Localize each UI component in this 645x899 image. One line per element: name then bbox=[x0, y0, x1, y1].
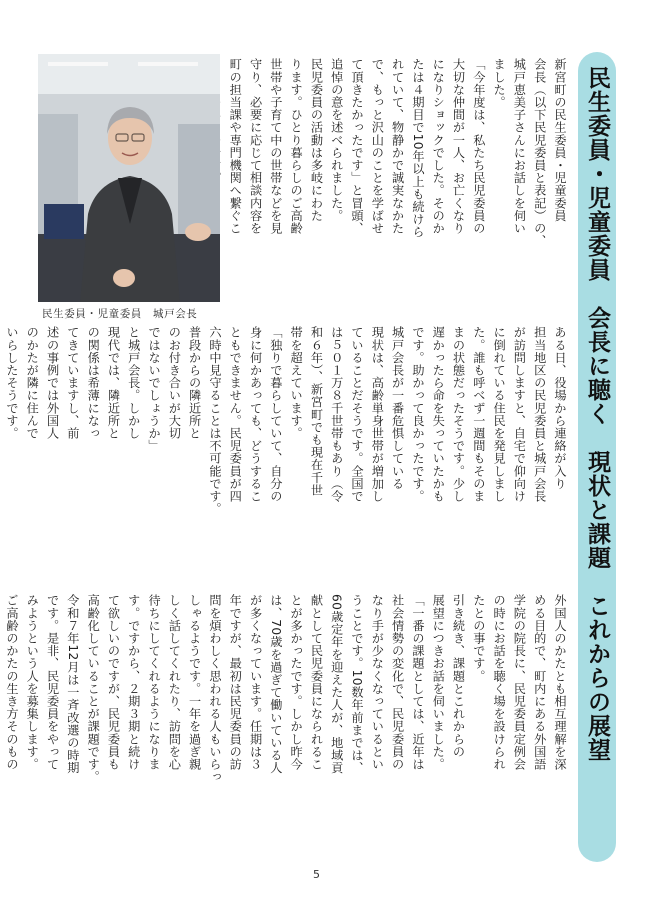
text-block-top: 新宮町の民生委員・児童委員 会長（以下民児委員と表記）の、 城戸恵美子さんにお話しを伺い ました。 「今年度は、私たち民児委員の 大切な仲間が一人、お亡くなり になりショックでした。そのか たは４期目で10年以上も続けら れていて、物静かで誠実なかた で、もっと沢山のことを学ばせ て頂きたかったです」と冒頭、 追悼の意を述べられました。 民児委員の活動は多岐にわた ります。ひとり暮らしのご高齢 世帯や子育て中の世帯などを見 守り、必要に応じて相談内容を 町の担当課や専門機関へ繋ぐこ bbox=[228, 58, 567, 247]
president-photo bbox=[38, 54, 220, 302]
text-block-bottom: 外国人のかたとも相互理解を深 める目的で、町内にある外国語 学院の院長に、民児委員定例会 の時にお話を聴く場を設けられ たとの事です。 引き続き、課題とこれからの 展望につきお話を伺いました。 「一番の課題としては、近年は 社会情勢の変化で、民児委員の なり手が少なくなっているとい うことです。10数年前までは、 60歳定年を迎えた人が、地域貢 献として民児委員になられるこ とが多かったです。しかし昨今 は、70歳を過ぎて働いている人 が多くなっています。任期は３ 年ですが、最初は民児委員の訪 問を煩わしく思われる人もいらっ しゃるようです。一年を過ぎ親 しく話してくれたり、訪問を心 待ちにしてくれるようになりま す。ですから、２期３期と続け て欲しいのですが、民児委員も 高齢化していることが課題です。 令和７年12月は一斉改選の時期 です。是非、民児委員をやって みようという人を募集します。 ご高齢のかたの生き方そのもの bbox=[4, 594, 567, 783]
title-banner bbox=[578, 52, 616, 862]
text-block-middle: ある日、役場から連絡が入り 担当地区の民児委員と城戸会長 が訪問しますと、自宅で仰向け に倒れている住民を発見しまし た。誰も呼べず一週間もそのま まの状態だったそうです。少し 遅かったら命を失っていたかも です。助かって良かったです。 城戸会長が一番危惧している 現状は、高齢単身世帯が増加し ていることだそうです。全国で は５０１万８千世帯もあり（令 和６年）、新宮町でも現在千世 帯を超えています。 「独りで暮らしていて、自分の 身に何かあっても、どうするこ ともできません。民児委員が四 六時中見守ることは不可能です。 普段からの隣近所と のお付き合いが大切 ではないでしょうか」 と城戸会長。しかし 現代では、隣近所と の関係は希薄になっ てきていますし、前 述の事例では外国人 のかたが隣に住んで いらしたそうです。 bbox=[4, 326, 567, 515]
page-number: 5 bbox=[313, 868, 320, 881]
article-title: 民生委員・児童委員 会長に聴く 現状と課題 これからの展望 bbox=[584, 66, 610, 762]
photo-caption: 民生委員・児童委員 城戸会長 bbox=[42, 308, 198, 320]
